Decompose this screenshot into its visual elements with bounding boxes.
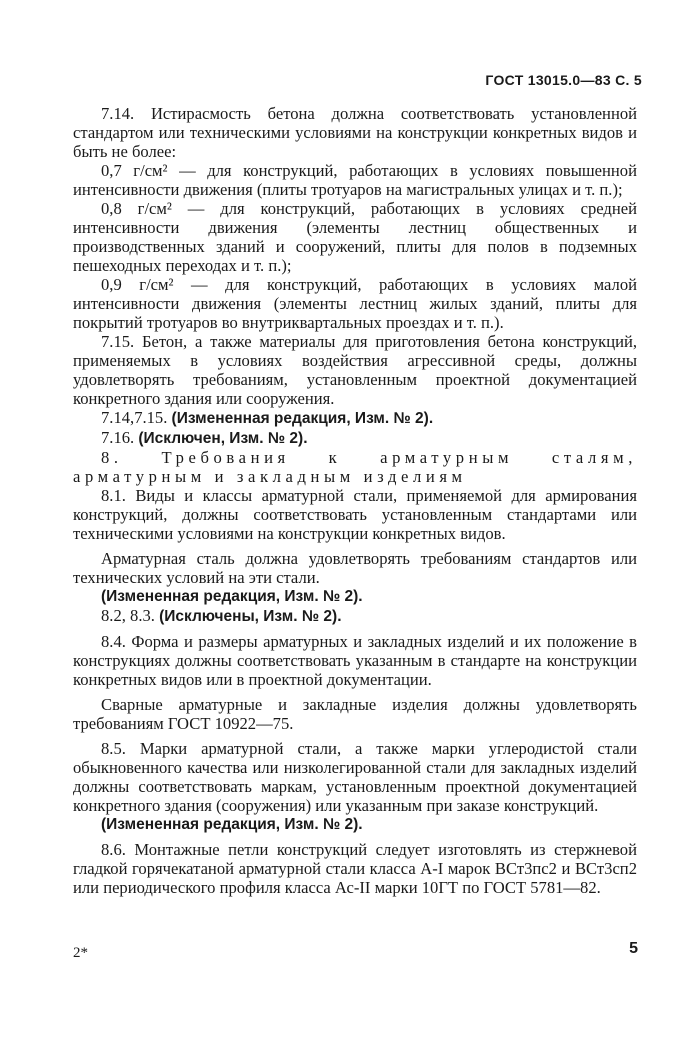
amendment-note: (Измененная редакция, Изм. № 2).: [101, 816, 363, 833]
amendment-note: (Исключены, Изм. № 2).: [159, 608, 342, 625]
signature-mark: 2*: [73, 945, 88, 961]
paragraph-0-8: 0,8 г/см² — для конструкций, работающих в условиях средней интенсивности движения (элементы лестниц общественных и производственных зданий и сооружений, плиты для полов в подземных пешеходных переходах и т. п.);: [73, 199, 637, 275]
section-8-title: 8. Требования к арматурным сталям, арматурным и закладным изделиям: [73, 448, 637, 486]
paragraph-0-7: 0,7 г/см² — для конструкций, работающих в условиях повышенной интенсивности движения (плиты тротуаров на магистральных улицах и т. п.);: [73, 161, 637, 199]
paragraph-8-1-b: Арматурная сталь должна удовлетворять требованиям стандартов или технических условий на эти стали.: [73, 549, 637, 587]
paragraph-8-6: 8.6. Монтажные петли конструкций следует изготовлять из стержневой гладкой горячекатаной арматурной стали класса А-I марок ВСт3пс2 и ВСт3сп2 или периодического профиля класса Ас-II марки 10ГТ по ГОСТ 5781—82.: [73, 840, 637, 897]
paragraph-7-16: [73, 428, 637, 448]
amendment-note: (Измененная редакция, Изм. № 2).: [171, 410, 434, 427]
page-header: ГОСТ 13015.0—83 С. 5: [485, 72, 642, 88]
paragraph-0-9: 0,9 г/см² — для конструкций, работающих в условиях малой интенсивности движения (элементы лестниц жилых зданий, плиты для покрытий тротуаров во внутриквартальных проездах и т. п.).: [73, 275, 637, 332]
paragraph-8-5: 8.5. Марки арматурной стали, а также марки углеродистой стали обыкновенного качества или низколегированной стали для закладных изделий должны соответствовать маркам, установленным проектной документацией конкретного здания (сооружения) или указанным при заказе конструкций.: [73, 739, 637, 815]
amendment-note: (Исключен, Изм. № 2).: [138, 430, 308, 447]
paragraph-7-15: 7.15. Бетон, а также материалы для приготовления бетона конструкций, применяемых в условиях воздействия агрессивной среды, должны удовлетворять требованиям, установленным проектной документацией конкретного здания или сооружения.: [73, 332, 637, 408]
amendment-note: (Измененная редакция, Изм. № 2).: [101, 588, 363, 605]
paragraph-8-1: 8.1. Виды и классы арматурной стали, применяемой для армирования конструкций, должны соответствовать установленным стандартами или техническими условиями на конструкции конкретных видов.: [73, 486, 637, 543]
paragraph-7-14-7-15-note: [73, 408, 637, 428]
paragraph-8-4-b: Сварные арматурные и закладные изделия должны удовлетворять требованиям ГОСТ 10922—75.: [73, 695, 637, 733]
clause-number: 8.2, 8.3.: [101, 606, 155, 625]
document-body: [73, 104, 637, 897]
clause-number: 7.16.: [101, 428, 135, 447]
paragraph-8-2-8-3: [73, 606, 637, 626]
clause-number: 7.14,7.15.: [101, 408, 168, 427]
paragraph-7-14: 7.14. Истирасмость бетона должна соответствовать установленной стандартом или техническими условиями на конструкции конкретных видов и быть не более:: [73, 104, 637, 161]
paragraph-8-4: 8.4. Форма и размеры арматурных и закладных изделий и их положение в конструкциях должны соответствовать указанным в стандарте на конструкции конкретных видов или в проектной документации.: [73, 632, 637, 689]
page-number: 5: [629, 940, 638, 957]
